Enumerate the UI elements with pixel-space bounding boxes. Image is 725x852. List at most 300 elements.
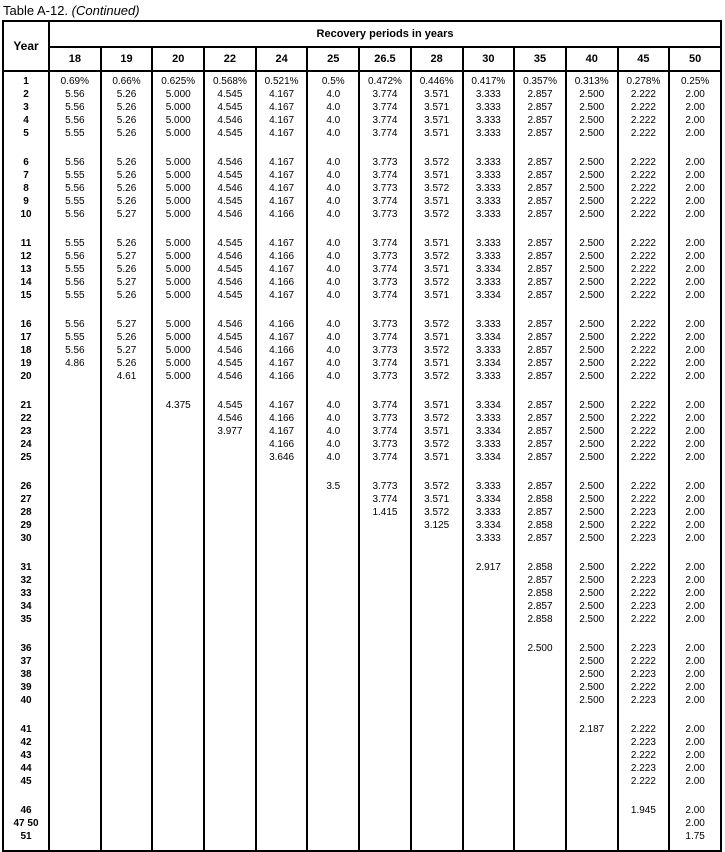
data-cell <box>101 600 153 613</box>
data-cell: 3.571 <box>411 127 463 140</box>
table-title-continued: (Continued) <box>71 3 140 18</box>
year-cell: 41 <box>3 720 49 736</box>
data-cell: 2.00 <box>669 720 721 736</box>
data-cell: 3.774 <box>359 357 411 370</box>
table-row-year-30 <box>3 532 721 545</box>
spacer-cell <box>618 545 670 558</box>
table-row-year-43 <box>3 749 721 762</box>
data-cell: 2.858 <box>514 558 566 574</box>
data-cell <box>359 532 411 545</box>
data-cell <box>359 736 411 749</box>
data-cell: 2.222 <box>618 438 670 451</box>
data-cell: 2.222 <box>618 370 670 383</box>
data-cell <box>152 600 204 613</box>
data-cell: 2.222 <box>618 315 670 331</box>
data-cell <box>307 694 359 707</box>
column-header-40: 40 <box>566 47 618 71</box>
data-cell: 3.333 <box>463 315 515 331</box>
data-cell: 5.000 <box>152 195 204 208</box>
data-cell: 3.572 <box>411 276 463 289</box>
data-cell: 2.857 <box>514 195 566 208</box>
data-cell: 4.166 <box>256 276 308 289</box>
data-cell <box>307 506 359 519</box>
spacer-cell <box>3 843 49 851</box>
year-cell: 3 <box>3 101 49 114</box>
year-cell: 15 <box>3 289 49 302</box>
data-cell <box>152 477 204 493</box>
spacer-cell <box>618 140 670 153</box>
data-cell <box>256 668 308 681</box>
spacer-cell <box>359 788 411 801</box>
data-cell: 3.773 <box>359 276 411 289</box>
data-cell <box>463 600 515 613</box>
data-cell <box>307 749 359 762</box>
year-cell: 34 <box>3 600 49 613</box>
data-cell: 3.333 <box>463 276 515 289</box>
table-row-year-8 <box>3 182 721 195</box>
data-cell: 2.00 <box>669 639 721 655</box>
data-cell <box>101 720 153 736</box>
data-cell <box>49 574 101 587</box>
spacer-cell <box>152 302 204 315</box>
data-cell: 2.00 <box>669 681 721 694</box>
year-cell: 4 <box>3 114 49 127</box>
data-cell: 2.223 <box>618 506 670 519</box>
data-cell: 2.500 <box>566 694 618 707</box>
data-cell: 5.26 <box>101 169 153 182</box>
spacer-cell <box>618 843 670 851</box>
spacer-cell <box>618 464 670 477</box>
spacer-cell <box>204 545 256 558</box>
data-cell <box>307 558 359 574</box>
spacer-cell <box>669 788 721 801</box>
spacer-cell <box>152 140 204 153</box>
data-cell: 2.500 <box>566 438 618 451</box>
data-cell: 5.000 <box>152 315 204 331</box>
data-cell: 3.334 <box>463 263 515 276</box>
data-cell: 5.55 <box>49 263 101 276</box>
spacer-cell <box>256 843 308 851</box>
spacer-cell <box>566 545 618 558</box>
data-cell <box>256 749 308 762</box>
spacer-cell <box>152 383 204 396</box>
data-cell: 2.222 <box>618 655 670 668</box>
spacer-cell <box>411 302 463 315</box>
data-cell: 2.00 <box>669 749 721 762</box>
data-cell: 5.000 <box>152 169 204 182</box>
data-cell <box>101 558 153 574</box>
column-header-25: 25 <box>307 47 359 71</box>
data-cell <box>256 574 308 587</box>
data-cell: 3.334 <box>463 451 515 464</box>
data-cell: 2.00 <box>669 558 721 574</box>
table-body <box>3 71 721 851</box>
data-cell <box>152 558 204 574</box>
data-cell: 5.000 <box>152 127 204 140</box>
data-cell: 2.00 <box>669 532 721 545</box>
spacer-cell <box>49 302 101 315</box>
data-cell <box>256 736 308 749</box>
spacer-cell <box>152 707 204 720</box>
data-cell <box>411 720 463 736</box>
data-cell <box>256 613 308 626</box>
spacer-cell <box>514 302 566 315</box>
data-cell: 4.545 <box>204 101 256 114</box>
data-cell: 2.222 <box>618 493 670 506</box>
data-cell <box>49 600 101 613</box>
data-cell: 3.572 <box>411 438 463 451</box>
group-spacer-row <box>3 140 721 153</box>
table-row-year-28 <box>3 506 721 519</box>
data-cell: 4.0 <box>307 412 359 425</box>
data-cell <box>49 775 101 788</box>
data-cell <box>359 587 411 600</box>
spacer-cell <box>204 140 256 153</box>
table-row-year-29 <box>3 519 721 532</box>
data-cell <box>256 532 308 545</box>
data-cell <box>49 370 101 383</box>
spacer-cell <box>514 140 566 153</box>
data-cell: 3.333 <box>463 438 515 451</box>
data-cell <box>204 639 256 655</box>
data-cell: 3.977 <box>204 425 256 438</box>
data-cell <box>204 600 256 613</box>
data-cell: 0.446% <box>411 71 463 88</box>
data-cell <box>49 493 101 506</box>
data-cell <box>307 613 359 626</box>
data-cell <box>49 681 101 694</box>
data-cell: 2.222 <box>618 101 670 114</box>
data-cell: 2.00 <box>669 344 721 357</box>
data-cell <box>152 762 204 775</box>
data-cell: 2.858 <box>514 519 566 532</box>
data-cell <box>101 574 153 587</box>
table-row-year-13 <box>3 263 721 276</box>
data-cell: 4.0 <box>307 88 359 101</box>
data-cell: 0.25% <box>669 71 721 88</box>
data-cell <box>101 519 153 532</box>
data-cell: 4.167 <box>256 169 308 182</box>
data-cell <box>256 681 308 694</box>
data-cell <box>204 558 256 574</box>
data-cell <box>101 817 153 830</box>
data-cell <box>256 519 308 532</box>
spacer-cell <box>256 302 308 315</box>
data-cell: 4.167 <box>256 195 308 208</box>
group-spacer-row <box>3 626 721 639</box>
spacer-cell <box>618 626 670 639</box>
data-cell <box>49 830 101 843</box>
data-cell <box>101 506 153 519</box>
data-cell: 4.166 <box>256 250 308 263</box>
data-cell <box>359 681 411 694</box>
data-cell: 3.773 <box>359 182 411 195</box>
table-row-year-51 <box>3 830 721 843</box>
data-cell <box>204 830 256 843</box>
data-cell: 2.00 <box>669 234 721 250</box>
data-cell <box>256 817 308 830</box>
data-cell: 3.773 <box>359 370 411 383</box>
data-cell: 5.27 <box>101 315 153 331</box>
data-cell: 2.500 <box>566 600 618 613</box>
year-cell: 23 <box>3 425 49 438</box>
data-cell: 3.774 <box>359 114 411 127</box>
data-cell: 2.500 <box>566 101 618 114</box>
spacer-cell <box>307 843 359 851</box>
data-cell <box>49 412 101 425</box>
data-cell <box>204 655 256 668</box>
group-spacer-row <box>3 464 721 477</box>
spacer-cell <box>566 707 618 720</box>
spacer-cell <box>3 302 49 315</box>
data-cell <box>359 817 411 830</box>
data-cell <box>101 396 153 412</box>
data-cell <box>101 587 153 600</box>
data-cell <box>618 830 670 843</box>
data-cell: 5.56 <box>49 88 101 101</box>
data-cell: 0.472% <box>359 71 411 88</box>
data-cell <box>618 817 670 830</box>
data-cell: 2.857 <box>514 182 566 195</box>
column-header-45: 45 <box>618 47 670 71</box>
table-row-year-9 <box>3 195 721 208</box>
spacer-cell <box>463 464 515 477</box>
spacer-cell <box>618 788 670 801</box>
data-cell: 2.222 <box>618 250 670 263</box>
data-cell: 5.26 <box>101 234 153 250</box>
data-cell: 2.500 <box>566 681 618 694</box>
data-cell: 3.333 <box>463 169 515 182</box>
data-cell: 5.000 <box>152 263 204 276</box>
data-cell <box>256 762 308 775</box>
data-cell: 2.222 <box>618 451 670 464</box>
year-cell: 11 <box>3 234 49 250</box>
data-cell: 5.000 <box>152 182 204 195</box>
data-cell: 2.00 <box>669 370 721 383</box>
year-cell: 16 <box>3 315 49 331</box>
data-cell: 4.546 <box>204 250 256 263</box>
table-title-label: Table A-12. <box>3 3 69 18</box>
data-cell <box>307 830 359 843</box>
data-cell <box>49 613 101 626</box>
year-cell: 19 <box>3 357 49 370</box>
data-cell: 4.0 <box>307 344 359 357</box>
spacer-cell <box>359 464 411 477</box>
table-row-year-47-50 <box>3 817 721 830</box>
data-cell: 5.27 <box>101 344 153 357</box>
data-cell <box>307 587 359 600</box>
data-cell: 4.0 <box>307 289 359 302</box>
data-cell: 3.571 <box>411 169 463 182</box>
year-cell: 31 <box>3 558 49 574</box>
data-cell <box>307 775 359 788</box>
data-cell <box>204 477 256 493</box>
data-cell <box>204 613 256 626</box>
data-cell: 3.774 <box>359 234 411 250</box>
data-cell: 2.222 <box>618 182 670 195</box>
table-row-year-31 <box>3 558 721 574</box>
data-cell <box>463 681 515 694</box>
year-cell: 33 <box>3 587 49 600</box>
data-cell: 5.000 <box>152 250 204 263</box>
data-cell <box>566 801 618 817</box>
data-cell <box>256 587 308 600</box>
spacer-cell <box>463 140 515 153</box>
data-cell: 2.857 <box>514 88 566 101</box>
data-cell <box>307 720 359 736</box>
table-row-year-10 <box>3 208 721 221</box>
year-cell: 46 <box>3 801 49 817</box>
table-row-year-34 <box>3 600 721 613</box>
table-row-year-41 <box>3 720 721 736</box>
data-cell <box>307 681 359 694</box>
data-cell: 2.500 <box>566 234 618 250</box>
data-cell: 3.571 <box>411 357 463 370</box>
data-cell: 5.26 <box>101 88 153 101</box>
data-cell: 2.00 <box>669 315 721 331</box>
group-spacer-row <box>3 788 721 801</box>
data-cell: 3.572 <box>411 182 463 195</box>
data-cell: 5.55 <box>49 289 101 302</box>
data-cell <box>307 736 359 749</box>
data-cell: 3.571 <box>411 331 463 344</box>
spacer-cell <box>204 788 256 801</box>
data-cell <box>49 558 101 574</box>
spacer-cell <box>618 707 670 720</box>
data-cell <box>307 817 359 830</box>
data-cell <box>152 451 204 464</box>
data-cell: 3.572 <box>411 344 463 357</box>
data-cell: 5.56 <box>49 101 101 114</box>
data-cell: 5.000 <box>152 208 204 221</box>
data-cell <box>101 639 153 655</box>
data-cell: 2.857 <box>514 344 566 357</box>
data-cell <box>256 600 308 613</box>
data-cell: 2.857 <box>514 234 566 250</box>
data-cell: 2.00 <box>669 438 721 451</box>
spacer-cell <box>566 788 618 801</box>
data-cell: 2.857 <box>514 574 566 587</box>
year-cell: 32 <box>3 574 49 587</box>
data-cell <box>101 775 153 788</box>
data-cell: 2.857 <box>514 114 566 127</box>
spacer-cell <box>669 707 721 720</box>
data-cell <box>566 830 618 843</box>
table-row-year-3 <box>3 101 721 114</box>
data-cell <box>101 613 153 626</box>
data-cell <box>463 587 515 600</box>
data-cell <box>359 574 411 587</box>
data-cell: 4.167 <box>256 114 308 127</box>
column-header-22: 22 <box>204 47 256 71</box>
column-header-30: 30 <box>463 47 515 71</box>
column-header-50: 50 <box>669 47 721 71</box>
data-cell: 5.000 <box>152 357 204 370</box>
data-cell: 2.222 <box>618 195 670 208</box>
spacer-cell <box>411 140 463 153</box>
year-cell: 39 <box>3 681 49 694</box>
year-cell: 36 <box>3 639 49 655</box>
data-cell <box>411 639 463 655</box>
data-cell: 4.0 <box>307 438 359 451</box>
year-cell: 38 <box>3 668 49 681</box>
data-cell <box>101 412 153 425</box>
year-cell: 37 <box>3 655 49 668</box>
spacer-cell <box>152 545 204 558</box>
group-spacer-row <box>3 707 721 720</box>
data-cell: 3.333 <box>463 412 515 425</box>
data-cell: 3.333 <box>463 477 515 493</box>
data-cell: 2.500 <box>566 370 618 383</box>
data-cell: 3.774 <box>359 101 411 114</box>
data-cell <box>411 574 463 587</box>
data-cell <box>204 749 256 762</box>
data-cell: 3.572 <box>411 250 463 263</box>
table-row-year-33 <box>3 587 721 600</box>
year-cell: 10 <box>3 208 49 221</box>
data-cell: 5.55 <box>49 331 101 344</box>
spacer-cell <box>101 545 153 558</box>
data-cell: 2.857 <box>514 153 566 169</box>
data-cell <box>566 749 618 762</box>
year-cell: 17 <box>3 331 49 344</box>
data-cell <box>256 639 308 655</box>
data-cell <box>359 694 411 707</box>
data-cell <box>514 668 566 681</box>
data-cell: 4.166 <box>256 412 308 425</box>
year-cell: 6 <box>3 153 49 169</box>
data-cell: 2.500 <box>566 289 618 302</box>
spacer-cell <box>669 221 721 234</box>
data-cell: 2.500 <box>566 331 618 344</box>
data-cell <box>359 639 411 655</box>
data-cell: 2.500 <box>566 451 618 464</box>
spacer-cell <box>411 221 463 234</box>
data-cell: 2.00 <box>669 801 721 817</box>
spacer-cell <box>463 788 515 801</box>
table-row-year-15 <box>3 289 721 302</box>
data-cell: 4.166 <box>256 370 308 383</box>
data-cell: 3.125 <box>411 519 463 532</box>
spacer-cell <box>514 464 566 477</box>
data-cell <box>256 830 308 843</box>
year-cell: 44 <box>3 762 49 775</box>
data-cell <box>152 532 204 545</box>
year-cell: 42 <box>3 736 49 749</box>
spacer-cell <box>514 626 566 639</box>
spacer-cell <box>411 788 463 801</box>
data-cell <box>411 681 463 694</box>
spacer-cell <box>411 383 463 396</box>
data-cell: 4.0 <box>307 114 359 127</box>
year-cell: 2 <box>3 88 49 101</box>
data-cell: 2.857 <box>514 357 566 370</box>
data-cell: 2.222 <box>618 720 670 736</box>
data-cell: 3.773 <box>359 438 411 451</box>
year-cell: 51 <box>3 830 49 843</box>
data-cell: 5.56 <box>49 208 101 221</box>
spacer-cell <box>411 464 463 477</box>
data-cell: 4.546 <box>204 208 256 221</box>
data-cell: 2.222 <box>618 344 670 357</box>
data-cell: 4.0 <box>307 451 359 464</box>
spacer-cell <box>618 302 670 315</box>
data-cell: 5.55 <box>49 195 101 208</box>
data-cell: 5.55 <box>49 169 101 182</box>
data-cell: 2.857 <box>514 600 566 613</box>
spacer-cell <box>3 383 49 396</box>
data-cell: 2.00 <box>669 775 721 788</box>
